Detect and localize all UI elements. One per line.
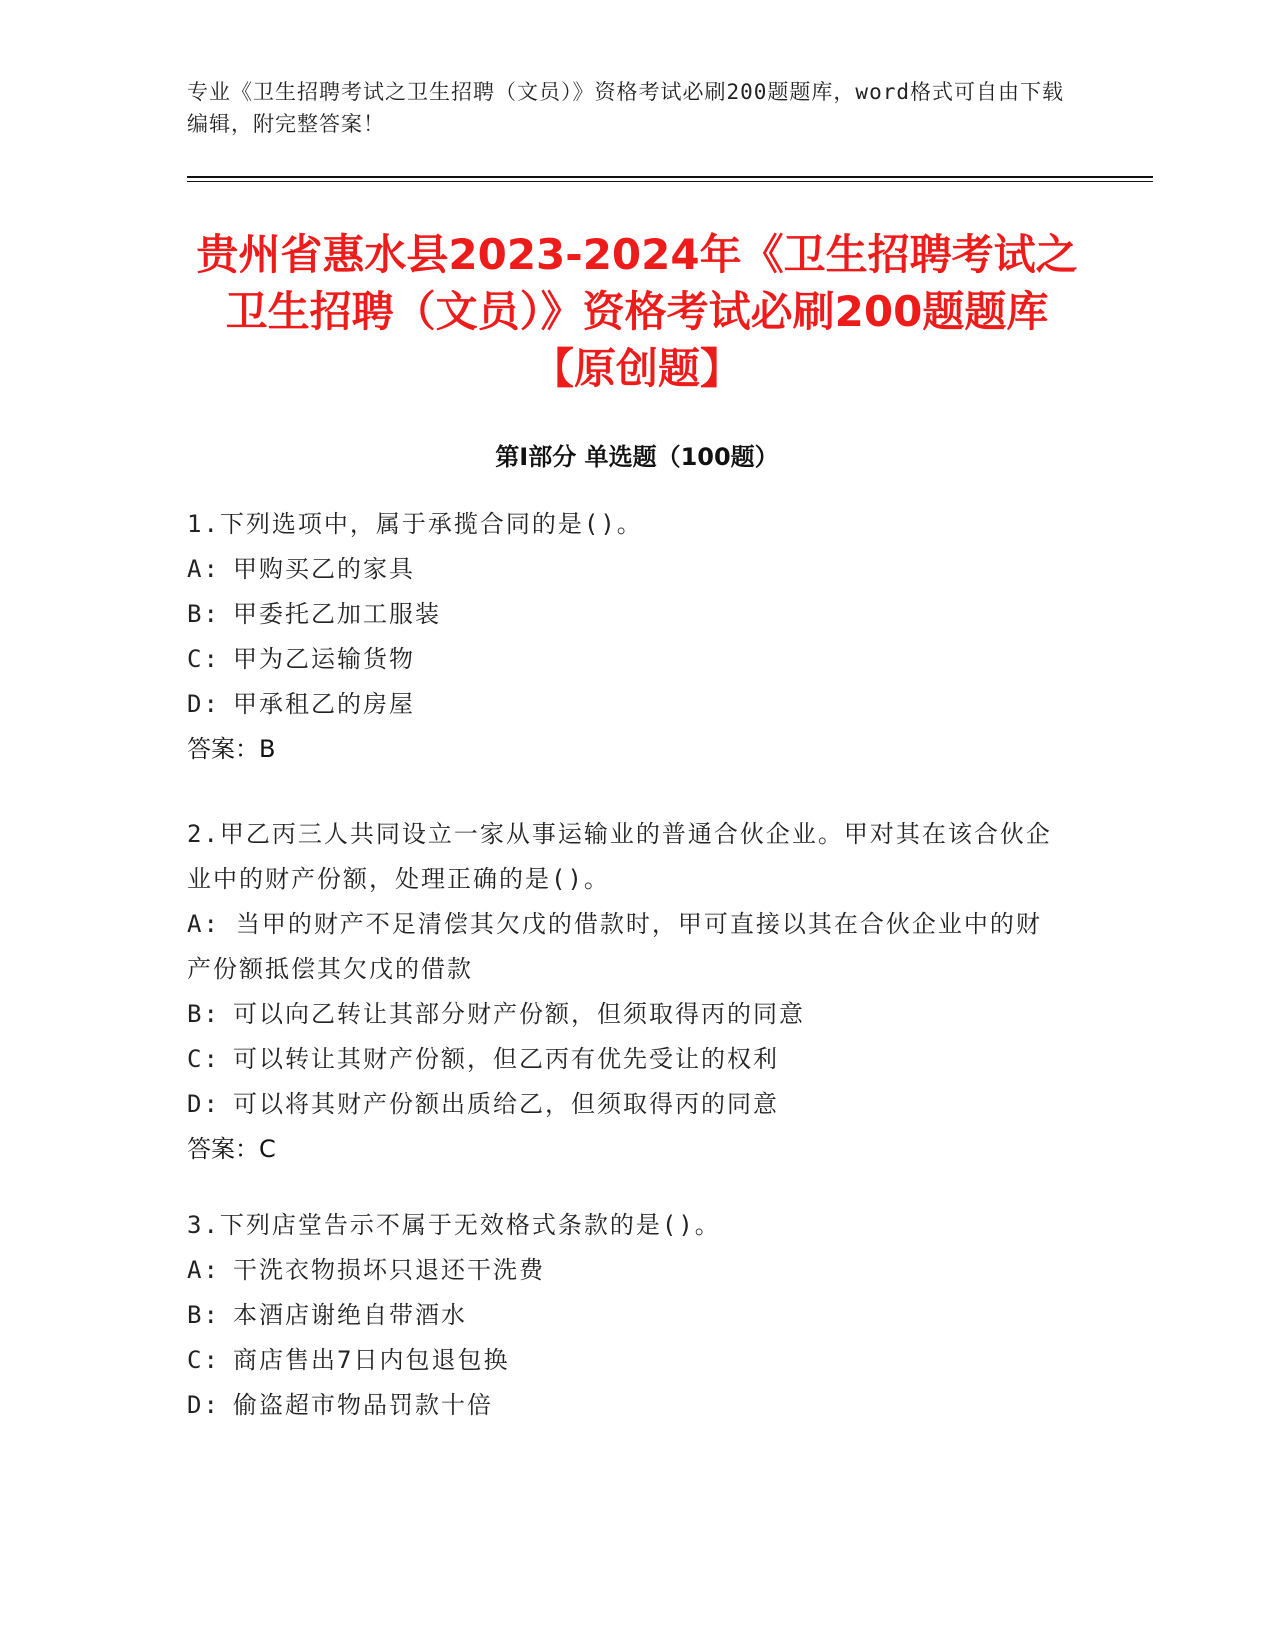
header-note: 专业《卫生招聘考试之卫生招聘（文员）》资格考试必刷200题题库，word格式可自由下载编辑，附完整答案！: [187, 80, 1064, 136]
option-letter: A:: [187, 910, 220, 938]
option-text: 甲为乙运输货物: [233, 645, 415, 673]
option-text: 当甲的财产不足清偿其欠戊的借款时，甲可直接以其在合伙企业中的财产份额抵偿其欠戊的借款: [187, 910, 1042, 983]
question-stem: 3.下列店堂告示不属于无效格式条款的是()。: [187, 1211, 721, 1239]
header-rule-thin: [187, 181, 1153, 182]
option-b: [187, 592, 1067, 637]
header-rule-thick: [187, 176, 1153, 178]
option-letter: B:: [187, 1000, 220, 1028]
option-letter: A:: [187, 555, 220, 583]
option-d: [187, 1383, 1067, 1428]
option-a: [187, 902, 1067, 992]
option-a: [187, 1248, 1067, 1293]
option-text: 甲购买乙的家具: [233, 555, 415, 583]
option-c: [187, 1037, 1067, 1082]
option-text: 可以向乙转让其部分财产份额，但须取得丙的同意: [233, 1000, 805, 1028]
answer: 答案：C: [187, 1135, 276, 1163]
question-3: [187, 1203, 1067, 1428]
question-1: [187, 502, 1067, 772]
section-title: 第Ⅰ部分 单选题（100题）: [495, 443, 779, 471]
question-2: [187, 812, 1067, 1172]
option-text: 商店售出7日内包退包换: [233, 1346, 510, 1374]
option-a: [187, 547, 1067, 592]
option-letter: B:: [187, 1301, 220, 1329]
option-letter: C:: [187, 1346, 220, 1374]
option-text: 本酒店谢绝自带酒水: [233, 1301, 467, 1329]
option-letter: B:: [187, 600, 220, 628]
option-text: 可以将其财产份额出质给乙，但须取得丙的同意: [233, 1090, 779, 1118]
option-letter: D:: [187, 690, 220, 718]
option-b: [187, 992, 1067, 1037]
option-d: [187, 682, 1067, 727]
option-b: [187, 1293, 1067, 1338]
answer: 答案：B: [187, 735, 276, 763]
option-text: 甲委托乙加工服装: [233, 600, 441, 628]
option-d: [187, 1082, 1067, 1127]
option-c: [187, 637, 1067, 682]
option-text: 甲承租乙的房屋: [233, 690, 415, 718]
option-text: 干洗衣物损坏只退还干洗费: [233, 1256, 545, 1284]
option-letter: C:: [187, 1045, 220, 1073]
document-title: 贵州省惠水县2023-2024年《卫生招聘考试之卫生招聘（文员）》资格考试必刷200题题库【原创题】: [196, 230, 1078, 393]
question-stem: 1.下列选项中，属于承揽合同的是()。: [187, 510, 643, 538]
question-stem: 2.甲乙丙三人共同设立一家从事运输业的普通合伙企业。甲对其在该合伙企业中的财产份额，处理正确的是()。: [187, 820, 1052, 893]
option-letter: D:: [187, 1391, 220, 1419]
option-letter: C:: [187, 645, 220, 673]
option-text: 可以转让其财产份额，但乙丙有优先受让的权利: [233, 1045, 779, 1073]
option-letter: A:: [187, 1256, 220, 1284]
option-text: 偷盗超市物品罚款十倍: [233, 1391, 493, 1419]
option-c: [187, 1338, 1067, 1383]
option-letter: D:: [187, 1090, 220, 1118]
